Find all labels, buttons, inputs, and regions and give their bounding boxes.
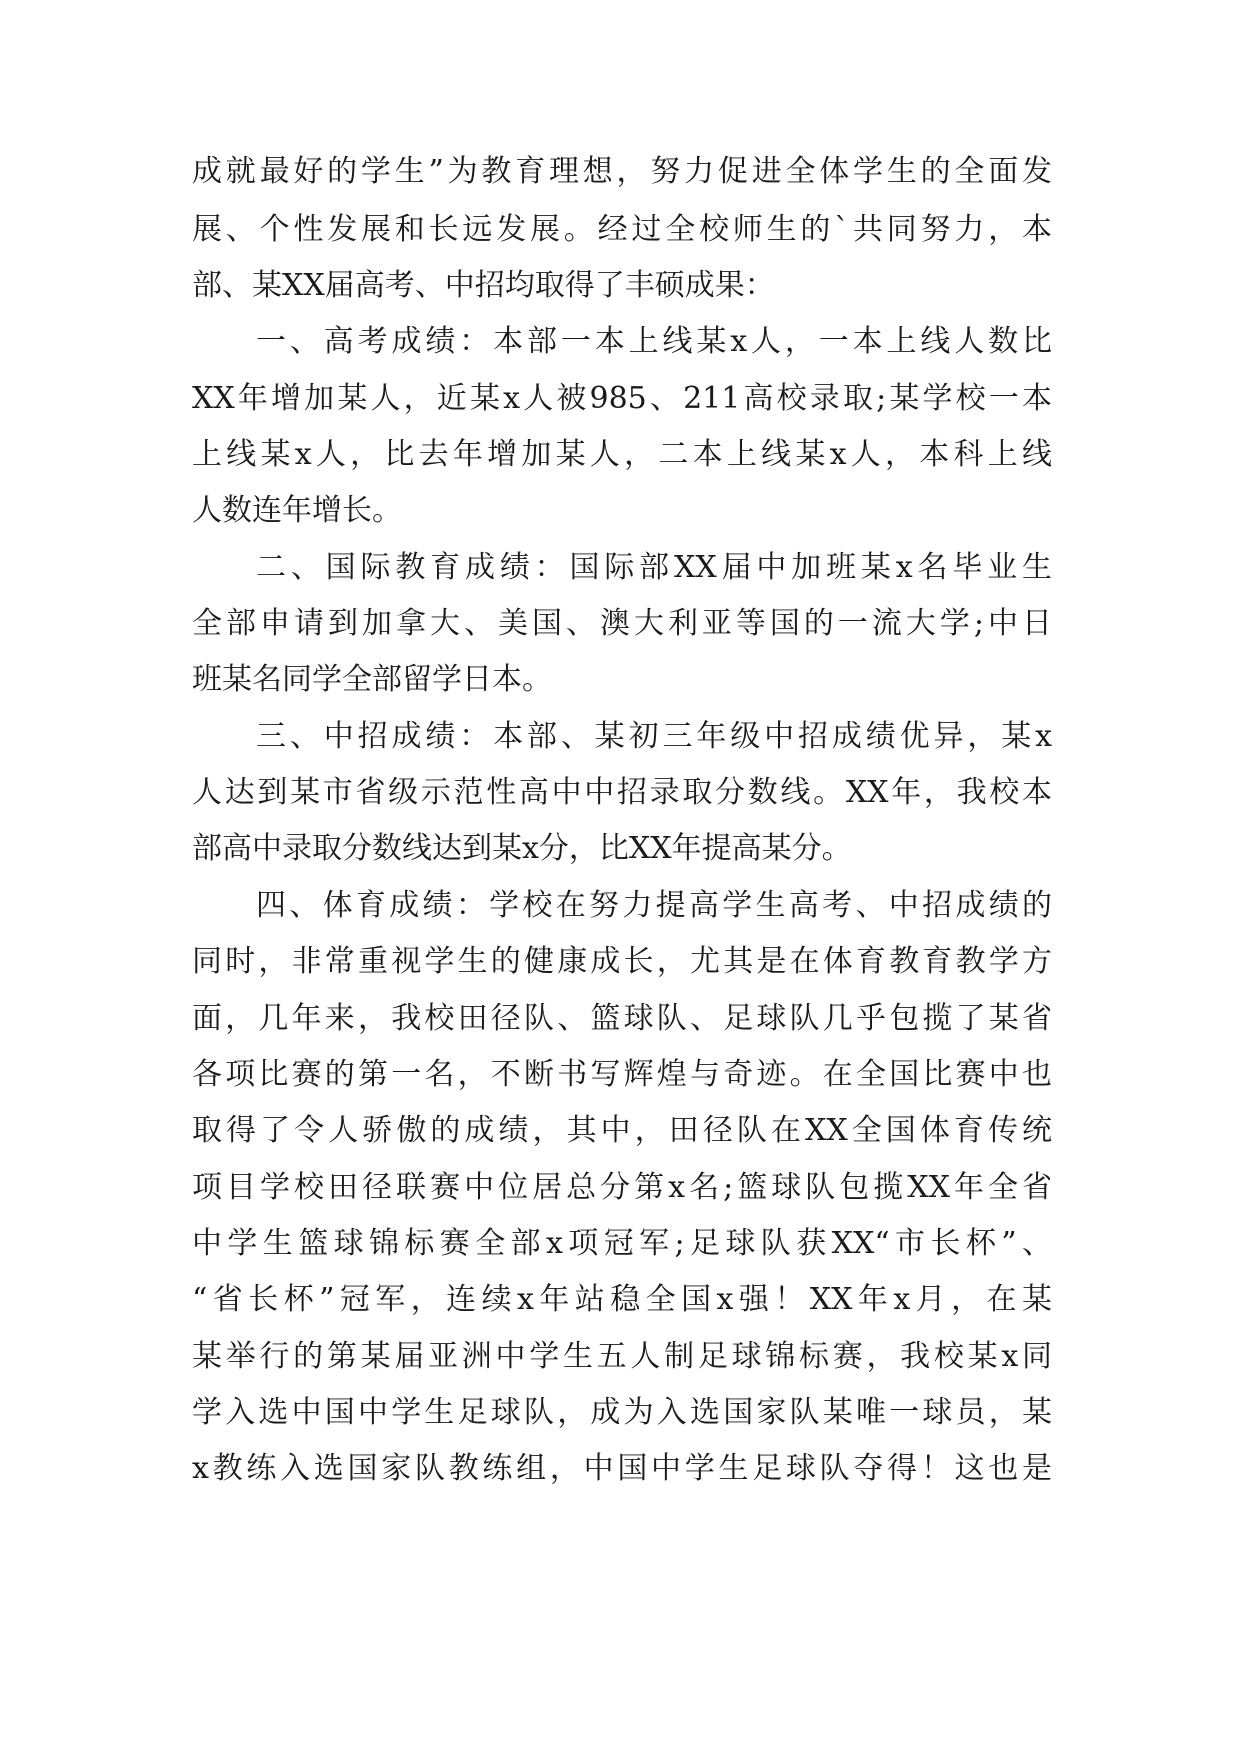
text-line: 展、个性发展和长远发展。经过全校师生的`共同努力，本 <box>192 212 1052 247</box>
text-line: 项目学校田径联赛中位居总分第x名;篮球队包揽XX年全省 <box>192 1170 1052 1205</box>
text-line: 成就最好的学生”为教育理想，努力促进全体学生的全面发 <box>192 154 1052 189</box>
text-line: 人数连年增长。 <box>192 493 402 528</box>
text-line: 人达到某市省级示范性高中中招录取分数线。XX年，我校本 <box>192 775 1052 810</box>
text-line: 班某名同学全部留学日本。 <box>192 662 552 697</box>
paragraph-first-line: 二、国际教育成绩：国际部XX届中加班某x名毕业生 <box>256 550 1052 585</box>
text-line: 学入选中国中学生足球队，成为入选国家队某唯一球员，某 <box>192 1395 1052 1430</box>
paragraph-first-line: 三、中招成绩：本部、某初三年级中招成绩优异，某x <box>256 719 1052 754</box>
text-line: 某举行的第某届亚洲中学生五人制足球锦标赛，我校某x同 <box>192 1339 1052 1374</box>
text-line: 部高中录取分数线达到某x分，比XX年提高某分。 <box>192 831 852 866</box>
text-line: x教练入选国家队教练组，中国中学生足球队夺得！这也是 <box>192 1451 1052 1486</box>
text-line: “省长杯”冠军，连续x年站稳全国x强！XX年x月，在某 <box>192 1282 1052 1317</box>
text-line: 中学生篮球锦标赛全部x项冠军;足球队获XX“市长杯”、 <box>192 1226 1052 1261</box>
text-line: XX年增加某人，近某x人被985、211高校录取;某学校一本 <box>192 381 1052 416</box>
text-line: 部、某XX届高考、中招均取得了丰硕成果： <box>192 268 775 303</box>
paragraph-first-line: 四、体育成绩：学校在努力提高学生高考、中招成绩的 <box>256 888 1052 923</box>
text-line: 上线某x人，比去年增加某人，二本上线某x人，本科上线 <box>192 437 1052 472</box>
text-line: 全部申请到加拿大、美国、澳大利亚等国的一流大学;中日 <box>192 606 1052 641</box>
paragraph-first-line: 一、高考成绩：本部一本上线某x人，一本上线人数比 <box>256 324 1052 359</box>
text-line: 面，几年来，我校田径队、篮球队、足球队几乎包揽了某省 <box>192 1001 1052 1036</box>
text-line: 同时，非常重视学生的健康成长，尤其是在体育教育教学方 <box>192 944 1052 979</box>
text-line: 取得了令人骄傲的成绩，其中，田径队在XX全国体育传统 <box>192 1113 1052 1148</box>
text-line: 各项比赛的第一名，不断书写辉煌与奇迹。在全国比赛中也 <box>192 1057 1052 1092</box>
